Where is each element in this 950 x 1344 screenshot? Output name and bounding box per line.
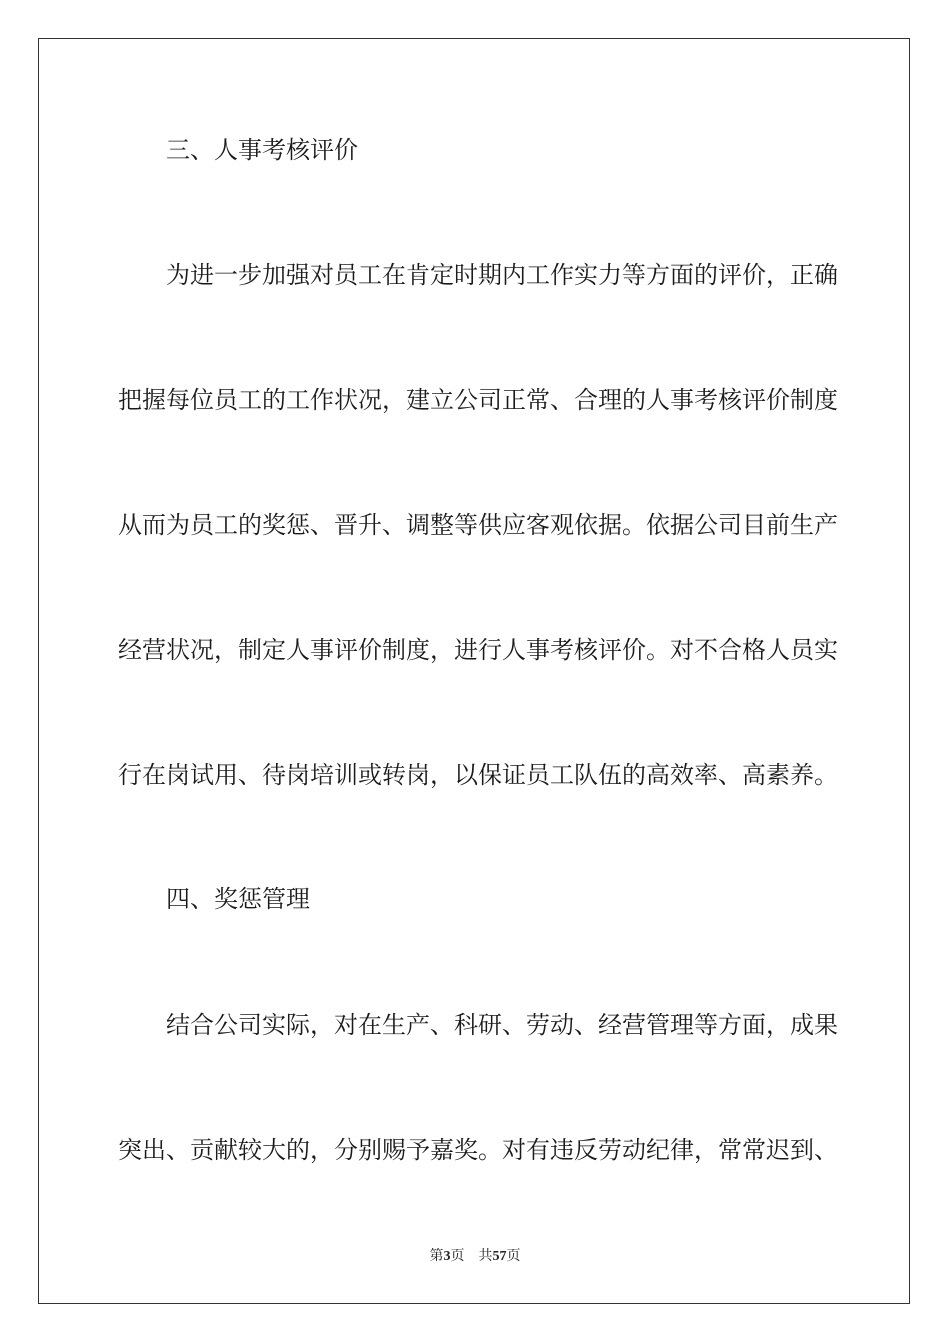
page-footer [0,1248,950,1266]
page-border [38,38,910,1304]
page-number-prefix: 第 [429,1249,444,1264]
section-heading-personnel-evaluation: 三、人事考核评价 [166,136,358,164]
paragraph-line: 经营状况，制定人事评价制度，进行人事考核评价。对不合格人员实 [118,636,838,664]
section-heading-rewards-penalties: 四、奖惩管理 [166,885,310,913]
page-number-suffix: 页 [450,1249,465,1264]
total-page-count: 57 [492,1249,507,1264]
current-page-number: 3 [443,1249,451,1264]
paragraph-line: 突出、贡献较大的，分别赐予嘉奖。对有违反劳动纪律，常常迟到、 [118,1136,838,1164]
paragraph-line: 结合公司实际，对在生产、科研、劳动、经营管理等方面，成果 [166,1011,838,1039]
paragraph-line: 从而为员工的奖惩、晋升、调整等供应客观依据。依据公司目前生产 [118,511,838,539]
paragraph-line: 把握每位员工的工作状况，建立公司正常、合理的人事考核评价制度 [118,386,838,414]
paragraph-line: 为进一步加强对员工在肯定时期内工作实力等方面的评价，正确 [166,261,838,289]
total-pages-prefix: 共 [478,1249,493,1264]
paragraph-line: 行在岗试用、待岗培训或转岗，以保证员工队伍的高效率、高素养。 [118,761,838,789]
total-pages-suffix: 页 [506,1249,521,1264]
